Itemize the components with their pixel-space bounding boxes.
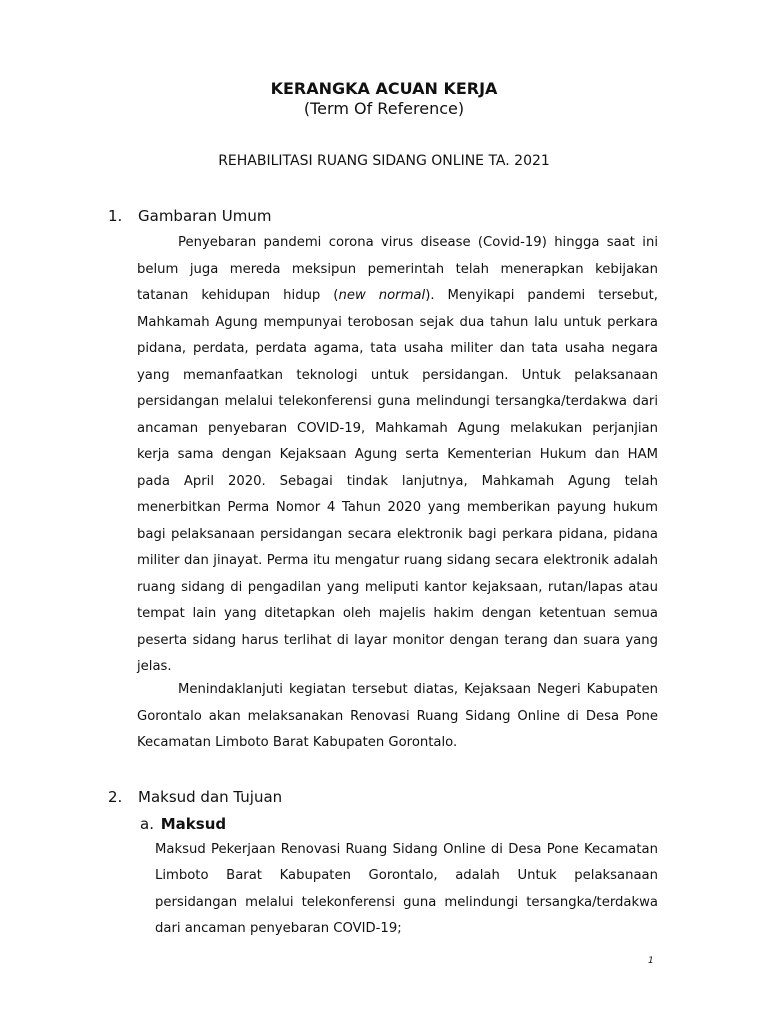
document-title: KERANGKA ACUAN KERJA bbox=[270, 79, 498, 98]
section-1-paragraph-2: Menindaklanjuti kegiatan tersebut diatas, Kejaksaan Negeri Kabupaten Gorontalo akan melaksanakan Renovasi Ruang Sidang Online di Desa Pone Kecamatan Limboto Barat Kabupaten Gorontalo. bbox=[137, 682, 658, 750]
section-2-title: Maksud dan Tujuan bbox=[138, 788, 283, 806]
italic-term: new normal bbox=[338, 288, 426, 303]
section-2-number: 2. bbox=[108, 788, 123, 806]
document-subtitle: (Term Of Reference) bbox=[303, 99, 465, 118]
subsection-title: Maksud bbox=[160, 815, 227, 833]
subsection-a-text: Maksud Pekerjaan Renovasi Ruang Sidang Online di Desa Pone Kecamatan Limboto Barat Kabupaten Gorontalo, adalah Untuk pelaksanaan persidangan melalui telekonferensi guna melindungi tersangka/terdakwa dari ancaman penyebaran COVID-19; bbox=[155, 842, 658, 936]
page-number: 1 bbox=[648, 956, 654, 966]
section-1-paragraph-1 bbox=[137, 230, 658, 681]
section-1-title: Gambaran Umum bbox=[138, 207, 272, 225]
paragraph-text: Penyebaran pandemi corona virus disease (Covid-19) hingga saat ini belum juga mereda meksipun pemerintah telah menerapkan kebijakan tatanan kehidupan hidup ( bbox=[137, 235, 658, 303]
subsection-letter: a. bbox=[140, 815, 154, 833]
document-heading: REHABILITASI RUANG SIDANG ONLINE TA. 2021 bbox=[218, 153, 550, 169]
paragraph-text-cont: ). Menyikapi pandemi tersebut, Mahkamah Agung mempunyai terobosan sejak dua tahun lalu untuk perkara pidana, perdata, perdata agama, tata usaha militer dan tata usaha negara yang memanfaatkan teknologi untuk persidangan. Untuk pelaksanaan persidangan melalui telekonferensi guna melindungi tersangka/terdakwa dari ancaman penyebaran COVID-19, Mahkamah Agung melakukan perjanjian kerja sama dengan Kejaksaan Agung serta Kementerian Hukum dan HAM pada April 2020. Sebagai tindak lanjutnya, Mahkamah Agung telah menerbitkan Perma Nomor 4 Tahun 2020 yang memberikan payung hukum bagi pelaksanaan persidangan secara elektronik bagi perkara pidana, pidana militer dan jinayat. Perma itu mengatur ruang sidang secara elektronik adalah ruang sidang di pengadilan yang meliputi kantor kejaksaan, rutan/lapas atau tempat lain yang ditetapkan oleh majelis hakim dengan ketentuan semua peserta sidang harus terlihat di layar monitor dengan terang dan suara yang jelas. bbox=[137, 288, 658, 674]
subsection-a-label bbox=[140, 814, 226, 834]
section-1-number: 1. bbox=[108, 207, 123, 225]
